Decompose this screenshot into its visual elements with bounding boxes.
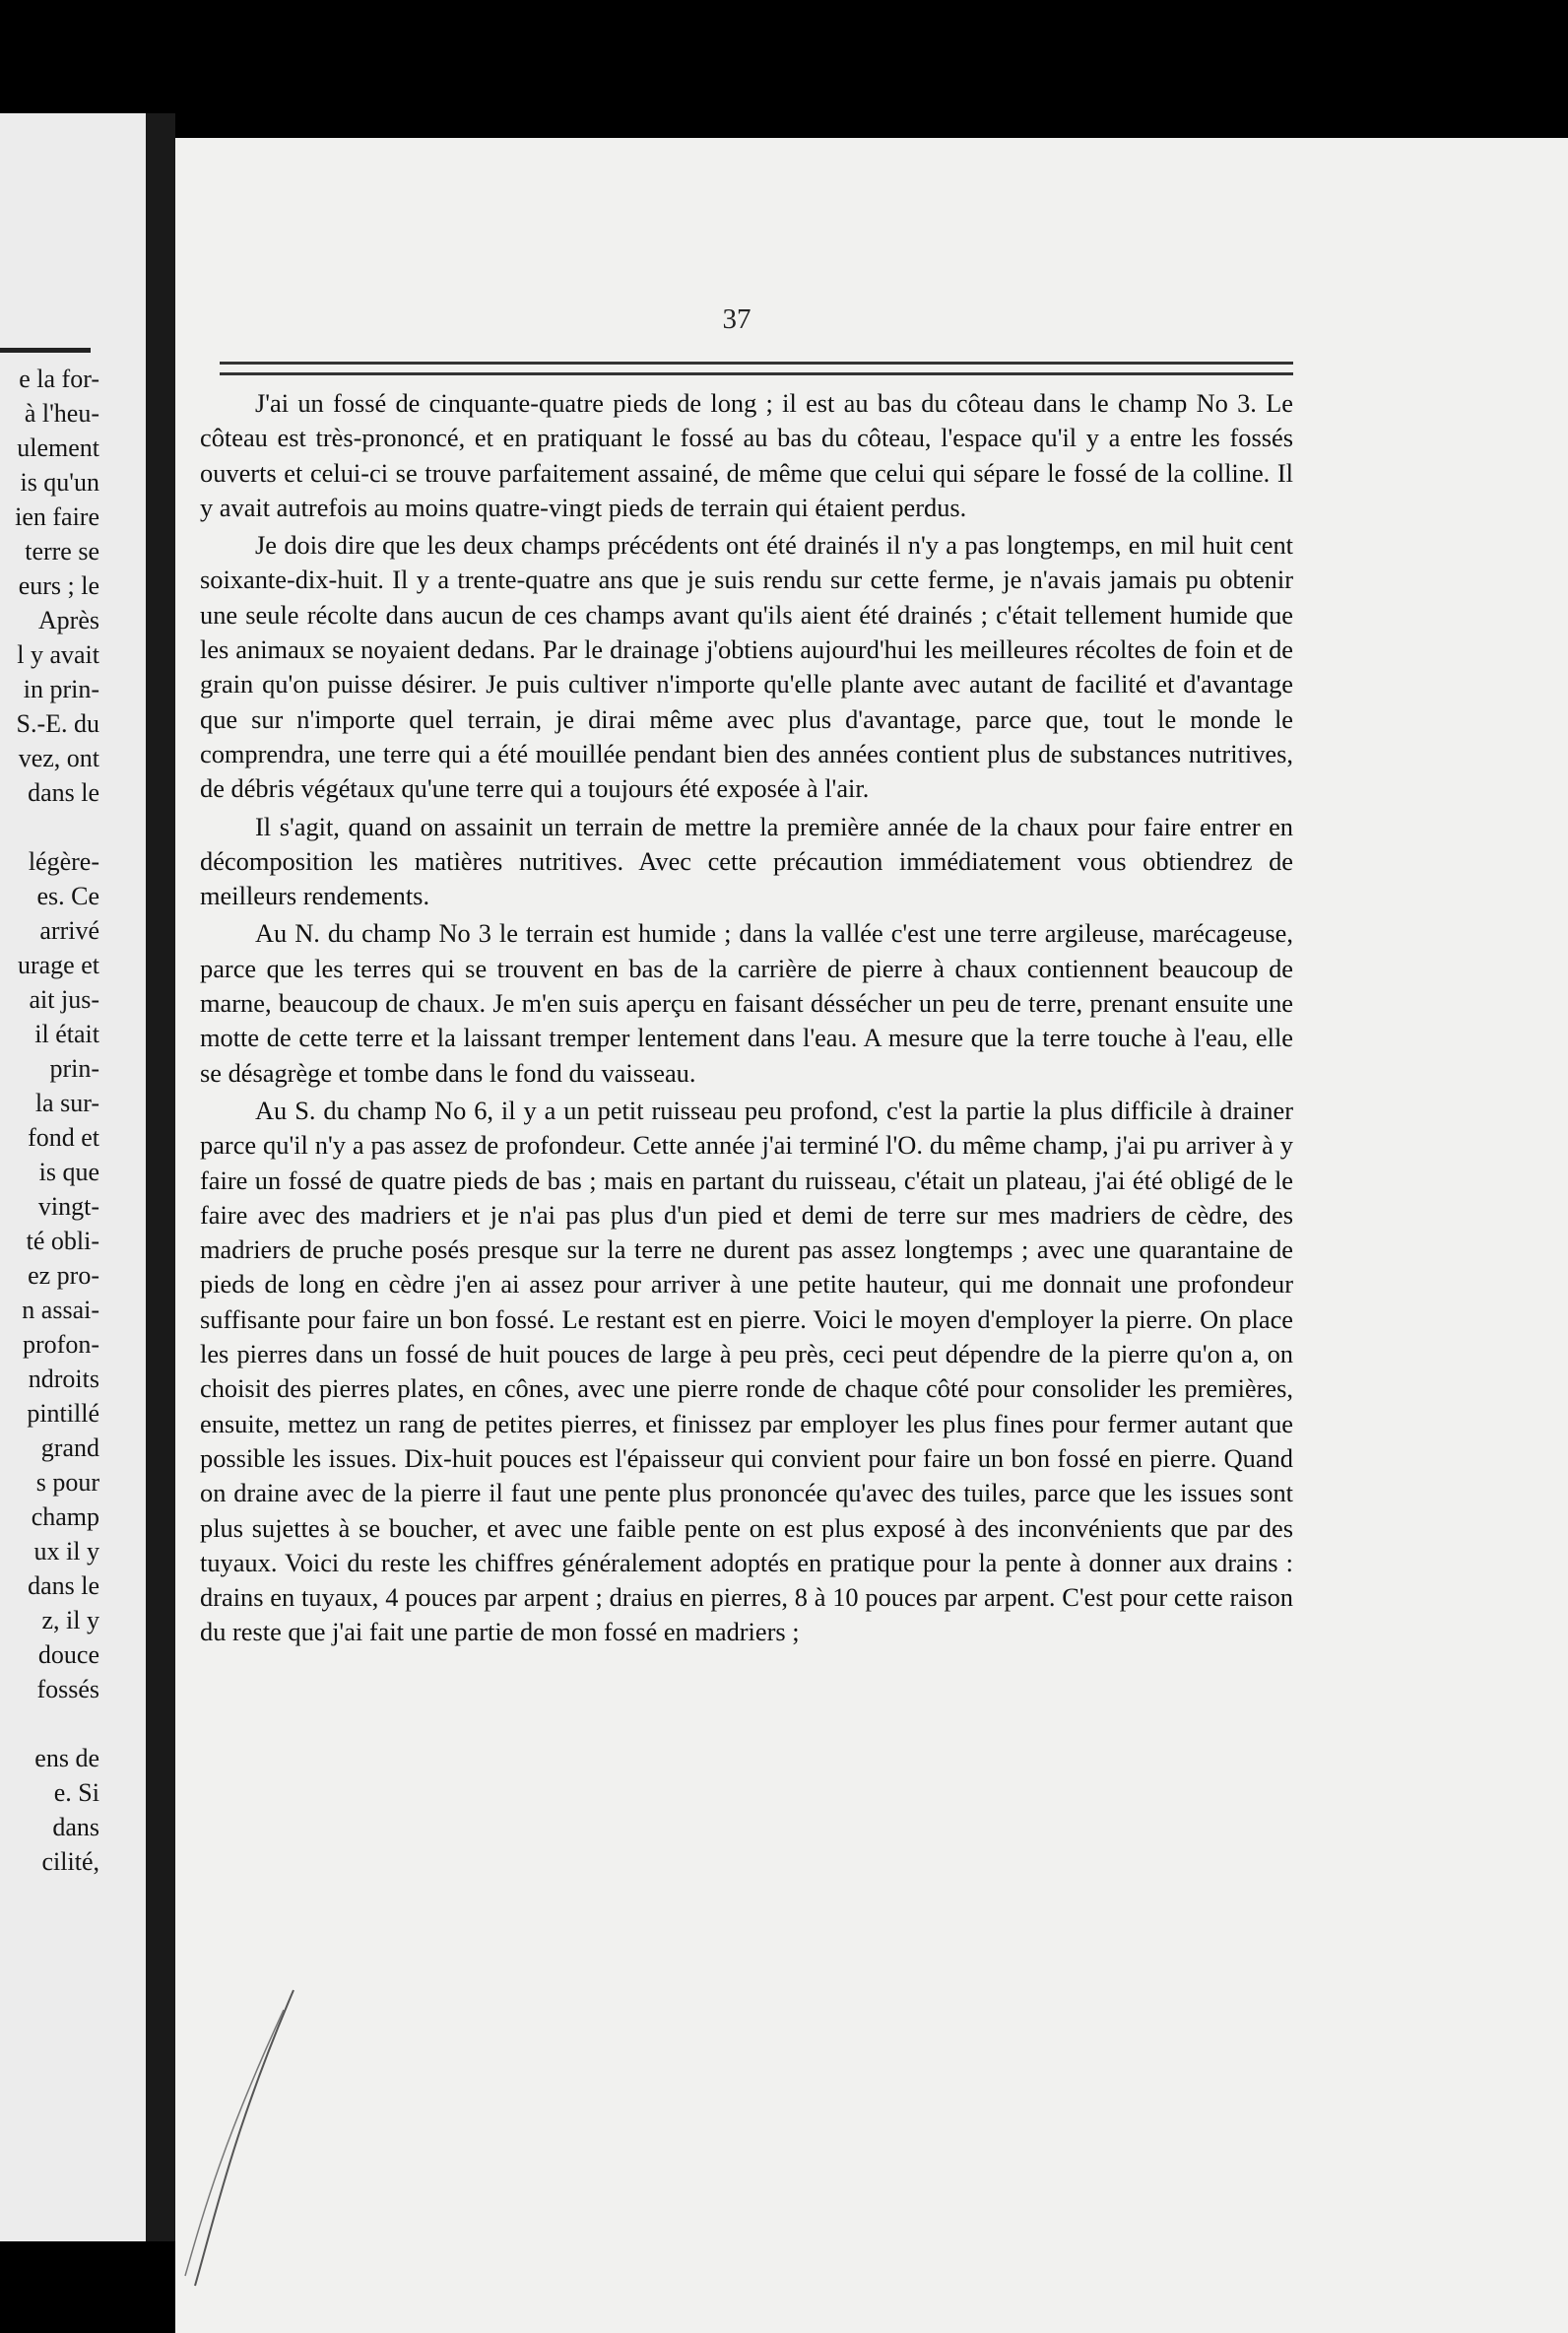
left-page-line: cilité, [41, 1847, 99, 1876]
left-page-text [0, 362, 99, 1879]
left-page-line: is que [38, 1158, 99, 1186]
left-page-line: dans le [28, 1571, 99, 1600]
left-page-line: es. Ce [36, 882, 99, 910]
book-page [175, 138, 1568, 2333]
left-page-line: vingt- [37, 1192, 99, 1221]
left-page-line: ens de [34, 1744, 99, 1772]
paragraph: Il s'agit, quand on assainit un terrain de mettre la première année de la chaux pour faire entrer en décomposition les matières nutritives. Avec cette précaution immédiatement vous obtiendrez de meilleurs rendements. [200, 811, 1293, 911]
paragraph: Au S. du champ No 6, il y a un petit ruisseau peu profond, c'est la partie la plus difficile à drainer parce qu'il n'y a pas assez de profondeur. Cette année j'ai terminé l'O. du même champ, j'ai pu arriver à y faire un fossé de quatre pieds de bas ; mais en partant du ruisseau, c'était un plateau, j'ai été obligé de le faire avec des madriers et je n'ai pas plus d'un pied et demi de terre sur mes madriers de cèdre, des madriers de pruche posés presque sur la terre ne durent pas assez longtemps ; avec une quarantaine de pieds de long en cèdre j'en ai assez pour arriver à une petite hauteur, qui me donnait une profondeur suffisante pour faire un bon fossé. Le restant est en pierre. Voici le moyen d'employer la pierre. On place les pierres dans un fossé de huit pouces de large à peu près, ceci peut dépendre de la pierre qu'on a, on choisit des pierres plates, en cônes, avec une pierre ronde de chaque côté pour consolider les premières, ensuite, mettez un rang de petites pierres, et finissez par employer les plus fines pour fermer autant que possible les issues. Dix-huit pouces est l'épaisseur qui convient pour faire un bon fossé en pierre. Quand on draine avec de la pierre il faut une pente plus prononcée qu'avec des tuiles, parce que les issues sont plus sujettes à se boucher, et avec une faible pente on est plus exposé à des inconvénients que par des tuyaux. Voici du reste les chiffres généralement adoptés en pratique pour la pente à donner aux drains : drains en tuyaux, 4 pouces par arpent ; draius en pierres, 8 à 10 pouces par arpent. C'est pour cette raison du reste que j'ai fait une partie de mon fossé en madriers ; [200, 1095, 1293, 1647]
page-body [200, 386, 1293, 1653]
left-page-line: fossés [36, 1675, 99, 1703]
left-page-line: profon- [23, 1330, 99, 1359]
left-page-line: terre se [25, 537, 99, 566]
left-page-line: grand [40, 1433, 99, 1462]
left-page-line: arrivé [39, 916, 99, 945]
left-page-line: eurs ; le [18, 571, 99, 600]
left-page-line: fond et [28, 1123, 99, 1152]
left-page-line: prin- [49, 1054, 99, 1083]
left-page-line: pintillé [27, 1399, 99, 1428]
left-page-line: té obli- [26, 1227, 99, 1255]
book-gutter [146, 113, 175, 2241]
left-page-line: ux il y [33, 1537, 99, 1566]
left-page-line: s pour [35, 1468, 99, 1497]
left-page-line: n assai- [22, 1296, 99, 1324]
left-page-line: e la for- [19, 365, 99, 393]
left-page-line [0, 1706, 99, 1741]
left-page-line: z, il y [41, 1606, 99, 1634]
left-page-line: ez pro- [28, 1261, 99, 1290]
paragraph: Je dois dire que les deux champs précédents ont été drainés il n'y a pas longtemps, en mil huit cent soixante-dix-huit. Il y a trente-quatre ans que je suis rendu sur cette ferme, je n'avais jamais pu obtenir une seule récolte dans aucun de ces champs avant qu'ils aient été drainés ; c'était tellement humide que les animaux se noyaient dedans. Par le drainage j'obtiens aujourd'hui les meilleures récoltes de foin et de grain qu'on puisse désirer. Je puis cultiver n'importe qu'elle plante avec autant de facilité et d'avantage que sur n'importe quel terrain, je dirai même avec plus d'avantage, parce que, tout le monde le comprendra, une terre qui a été mouillée pendant bien des années contient plus de substances nutritives, de débris végétaux qu'une terre qui a toujours été exposée à l'air. [200, 530, 1293, 804]
pencil-mark [175, 1970, 333, 2296]
left-page-line: ien faire [15, 502, 99, 531]
left-page-line: dans [52, 1813, 99, 1841]
left-page-line: douce [37, 1640, 99, 1669]
left-page-line: is qu'un [20, 468, 99, 497]
paragraph: J'ai un fossé de cinquante-quatre pieds de long ; il est au bas du côteau dans le champ No 3. Le côteau est très-prononcé, et en pratiquant le fossé au bas du côteau, l'espace qu'il y a entre les fossés ouverts et celui-ci se trouve parfaitement assainé, de même que celui qui sépare le fossé de la colline. Il y avait autrefois au moins quatre-vingt pieds de terrain qui étaient perdus. [200, 388, 1293, 522]
left-page-rule [0, 348, 91, 353]
left-page-line: champ [31, 1502, 99, 1531]
left-page-line: in prin- [23, 675, 99, 703]
left-page-line [0, 810, 99, 844]
left-page-line: Après [37, 606, 99, 634]
page-number: 37 [722, 303, 751, 335]
left-page-line: vez, ont [18, 744, 99, 772]
left-page-line: dans le [28, 778, 99, 807]
left-page-line: S.-E. du [16, 709, 99, 738]
left-page-line: e. Si [53, 1778, 99, 1807]
previous-page-strip [0, 113, 153, 2241]
left-page-line: ulement [17, 433, 99, 462]
left-page-line: l y avait [17, 640, 99, 669]
left-page-line: légère- [28, 847, 99, 876]
left-page-line: ndroits [28, 1365, 99, 1393]
left-page-line: urage et [17, 951, 99, 979]
left-page-line: la sur- [34, 1089, 99, 1117]
left-page-line: ait jus- [29, 985, 99, 1014]
left-page-line: à l'heu- [24, 399, 99, 428]
header-double-rule [220, 362, 1293, 375]
left-page-line: il était [34, 1020, 99, 1048]
paragraph: Au N. du champ No 3 le terrain est humide ; dans la vallée c'est une terre argileuse, marécageuse, parce que les terres qui se trouvent en bas de la carrière de pierre à chaux contiennent beaucoup de marne, beaucoup de chaux. Je m'en suis aperçu en faisant déssécher un peu de terre, prenant ensuite une motte de cette terre et la laissant tremper lentement dans l'eau. A mesure que la terre touche à l'eau, elle se désagrège et tombe dans le fond du vaisseau. [200, 918, 1293, 1088]
